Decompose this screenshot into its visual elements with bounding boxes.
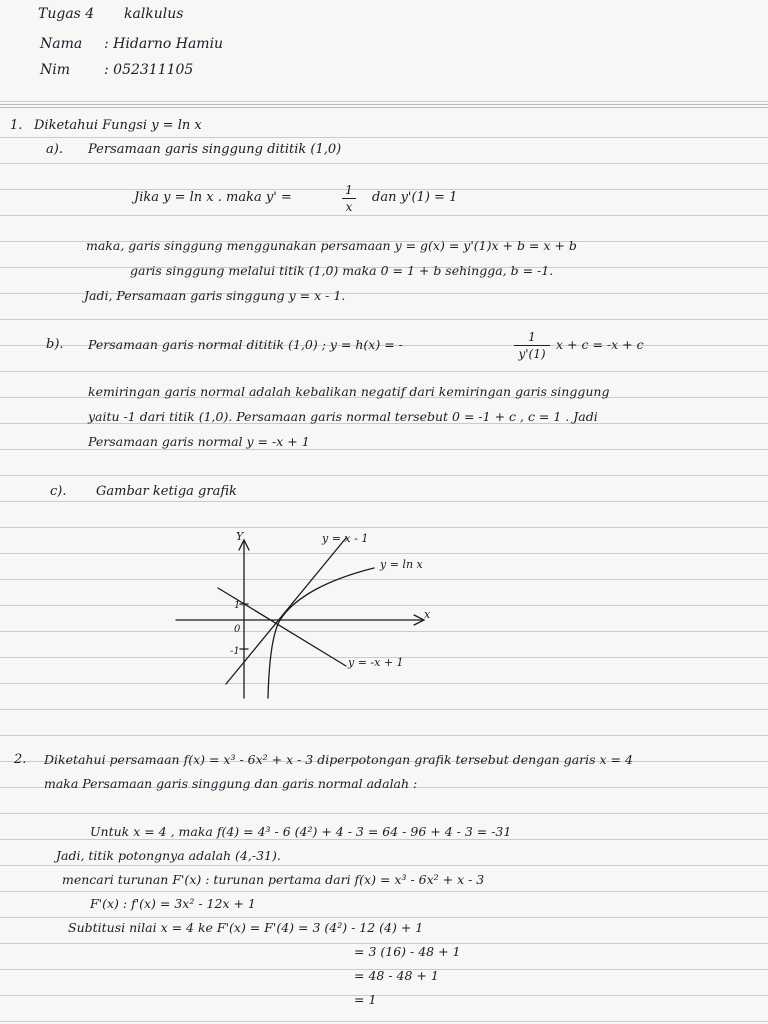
header-label-nim: Nim (40, 62, 71, 78)
q1a-fraction (342, 183, 356, 214)
graph-tick-one-label: 1 (234, 600, 241, 611)
header-label-assignment: Tugas 4 (38, 6, 95, 22)
header-rule (0, 104, 768, 105)
q1a-fraction-denominator: x (345, 200, 353, 214)
q2-line5: mencari turunan F'(x) : turunan pertama dari f(x) = x³ - 6x² + x - 3 (62, 872, 485, 887)
q1a-jika: Jika y = ln x . maka y' = (134, 190, 292, 205)
header-value-nim: : 052311105 (104, 62, 194, 78)
q2-line3: Untuk x = 4 , maka f(4) = 4³ - 6 (4²) + 4 - 3 = 64 - 96 + 4 - 3 = -31 (90, 824, 512, 839)
q2-line2: maka Persamaan garis singgung dan garis normal adalah : (44, 776, 418, 791)
header-label-name: Nama (40, 36, 83, 52)
q1c-graph (170, 528, 460, 703)
header-value-subject: kalkulus (124, 6, 184, 22)
q2-number: 2. (14, 752, 27, 767)
q1b-label: b). (46, 337, 64, 352)
q2-line8: = 3 (16) - 48 + 1 (354, 944, 461, 959)
graph-ln-curve (268, 568, 374, 698)
q1a-line1: maka, garis singgung menggunakan persamaan y = g(x) = y'(1)x + b = x + b (86, 238, 577, 253)
q1a-dan: dan y'(1) = 1 (372, 190, 458, 205)
q2-line7: Subtitusi nilai x = 4 ke F'(x) = F'(4) = 3 (4²) - 12 (4) + 1 (68, 920, 424, 935)
graph-tick-zero-label: 0 (234, 624, 241, 635)
q1b-line2: yaitu -1 dari titik (1,0). Persamaan garis normal tersebut 0 = -1 + c , c = 1 . Jadi (88, 409, 598, 424)
graph-ln-label: y = ln x (380, 558, 423, 571)
q2-line4: Jadi, titik potongnya adalah (4,-31). (56, 848, 281, 863)
graph-normal-label: y = -x + 1 (348, 656, 404, 669)
header-value-name: : Hidarno Hamiu (104, 36, 224, 52)
q1c-label: c). (50, 484, 67, 499)
q2-line1: Diketahui persamaan f(x) = x³ - 6x² + x - 3 diperpotongan grafik tersebut dengan garis x = 4 (44, 752, 633, 767)
q1a-fraction-bar (342, 198, 356, 199)
q1a-fraction-numerator: 1 (345, 183, 353, 197)
q1a-title: Persamaan garis singgung dititik (1,0) (88, 142, 342, 157)
q2-line6: F'(x) : f'(x) = 3x² - 12x + 1 (90, 896, 256, 911)
q1b-fraction-numerator: 1 (528, 330, 536, 344)
q1b-fraction-bar (514, 345, 550, 346)
graph-tick-neg-one-label: -1 (230, 646, 240, 657)
q2-line9: = 48 - 48 + 1 (354, 968, 439, 983)
q1-intro: Diketahui Fungsi y = ln x (34, 118, 202, 133)
q1a-label: a). (46, 142, 63, 157)
q1a-line3: Jadi, Persamaan garis singgung y = x - 1. (84, 288, 346, 303)
header-rule-double (0, 107, 768, 108)
graph-x-label: x (424, 608, 431, 621)
q1b-title: Persamaan garis normal dititik (1,0) ; y = h(x) = - (88, 337, 403, 352)
graph-tangent-label: y = x - 1 (322, 532, 369, 545)
q1a-line2: garis singgung melalui titik (1,0) maka 0 = 1 + b sehingga, b = -1. (130, 263, 554, 278)
q1b-fraction (514, 330, 550, 361)
q1b-fraction-denominator: y'(1) (518, 347, 546, 361)
graph-y-label: Y (236, 530, 244, 543)
q1c-title: Gambar ketiga grafik (96, 484, 237, 499)
q1-number: 1. (10, 118, 23, 133)
q1b-line3: Persamaan garis normal y = -x + 1 (88, 434, 310, 449)
q2-line10: = 1 (354, 992, 377, 1007)
q1b-line1: kemiringan garis normal adalah kebalikan negatif dari kemiringan garis singgung (88, 384, 610, 399)
q1b-tail: x + c = -x + c (556, 337, 644, 352)
